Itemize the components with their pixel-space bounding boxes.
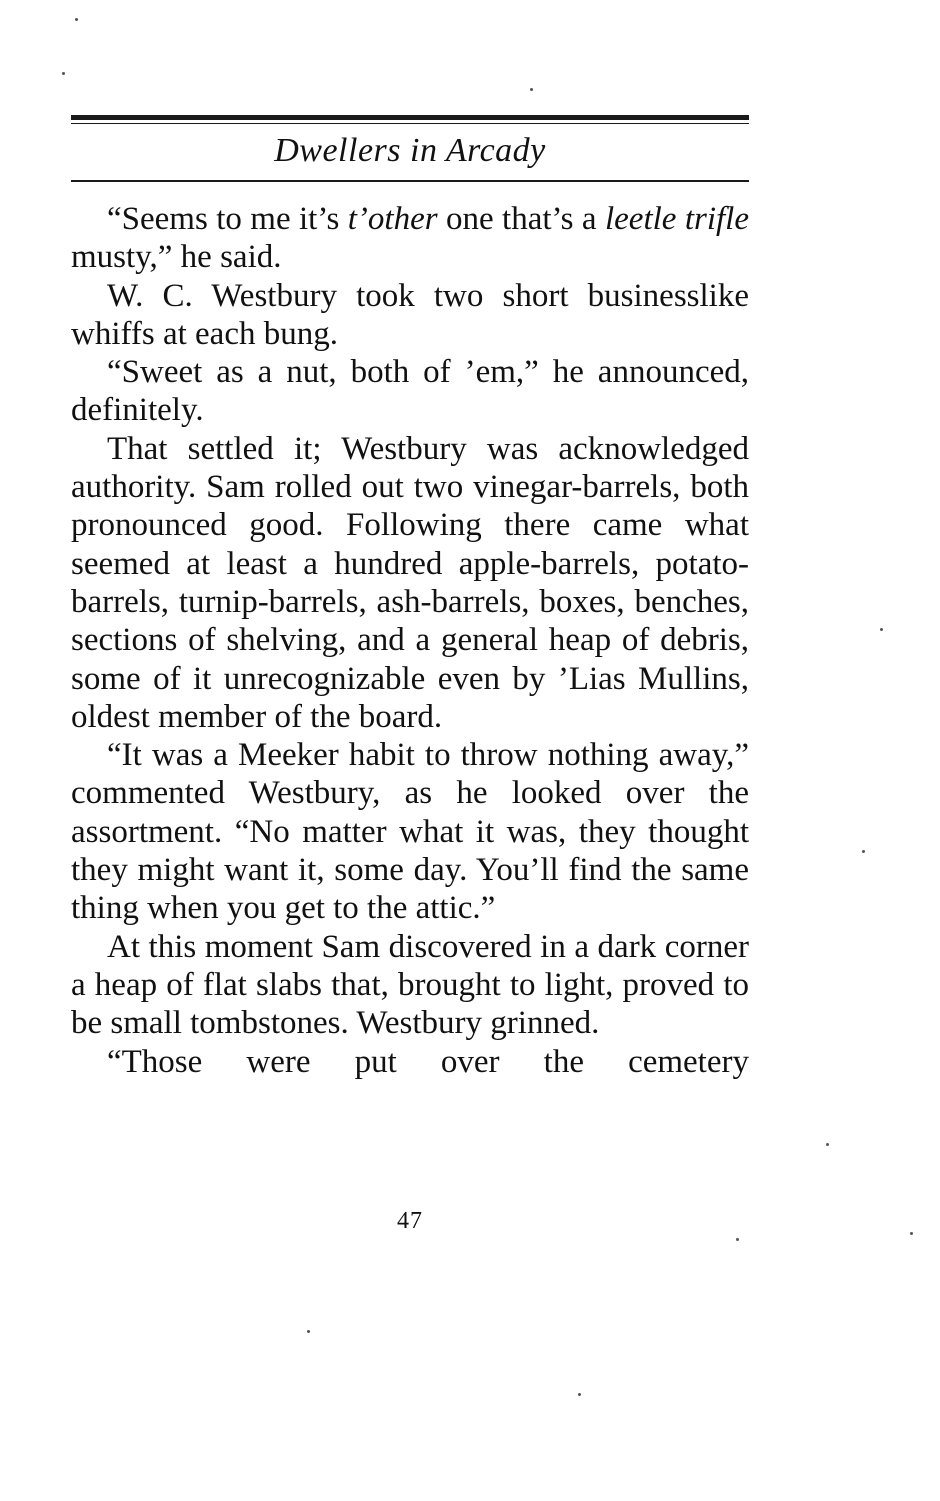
page-number: 47 [397,1208,423,1234]
top-thin-rule [71,123,749,124]
text-run: “It was a Meeker habit to throw nothing away,” commented Westbury, as he looked over the assortment. “No matter what it was, they thought they might want it, some day. You’ll find the same thing when you get to the attic.” [71,737,749,927]
scan-speck [862,850,865,853]
text-run: At this moment Sam discovered in a dark corner a heap of flat slabs that, brought to light, proved to be small tombstones. Westbury grinned. [71,928,749,1042]
scan-speck [736,1238,739,1241]
scan-speck [578,1393,581,1396]
text-run: “Sweet as a nut, both of ’em,” he announced, definitely. [71,354,749,429]
scan-speck [910,1232,913,1235]
italic-text: leetle trifle [604,201,749,237]
scan-speck [75,18,78,21]
text-run: one that’s a [437,201,605,237]
text-run: W. C. Westbury took two short businesslike whiffs at each bung. [71,277,749,352]
paragraph [71,430,749,736]
paragraph [71,928,749,1043]
top-thick-rule [71,115,749,120]
scan-speck [530,88,533,91]
text-run: “Those were put over the cemetery [107,1043,749,1080]
paragraph [71,1043,749,1081]
text-run: That settled it; Westbury was acknowledged authority. Sam rolled out two vinegar-barrels, both pronounced good. Following there came what seemed at least a hundred apple-barrels, potato-barrels, turnip-barrels, ash-barrels, boxes, benches, sections of shelving, and a general heap of debris, some of it unrecognizable even by ’Lias Mullins, oldest member of the board. [71,430,749,735]
paragraph [71,277,749,354]
paragraph [71,736,749,927]
text-run: musty,” he said. [71,239,282,276]
paragraph [71,353,749,430]
running-head-underline [71,180,749,182]
scan-speck [826,1143,829,1146]
scan-speck [62,72,65,75]
body-text [71,200,749,1081]
paragraph [71,200,749,277]
text-run: “Seems to me it’s [107,201,348,237]
running-head: Dwellers in Arcady [274,132,546,169]
italic-text: t’other [347,201,438,237]
scan-speck [307,1330,310,1333]
scan-speck [880,628,883,631]
